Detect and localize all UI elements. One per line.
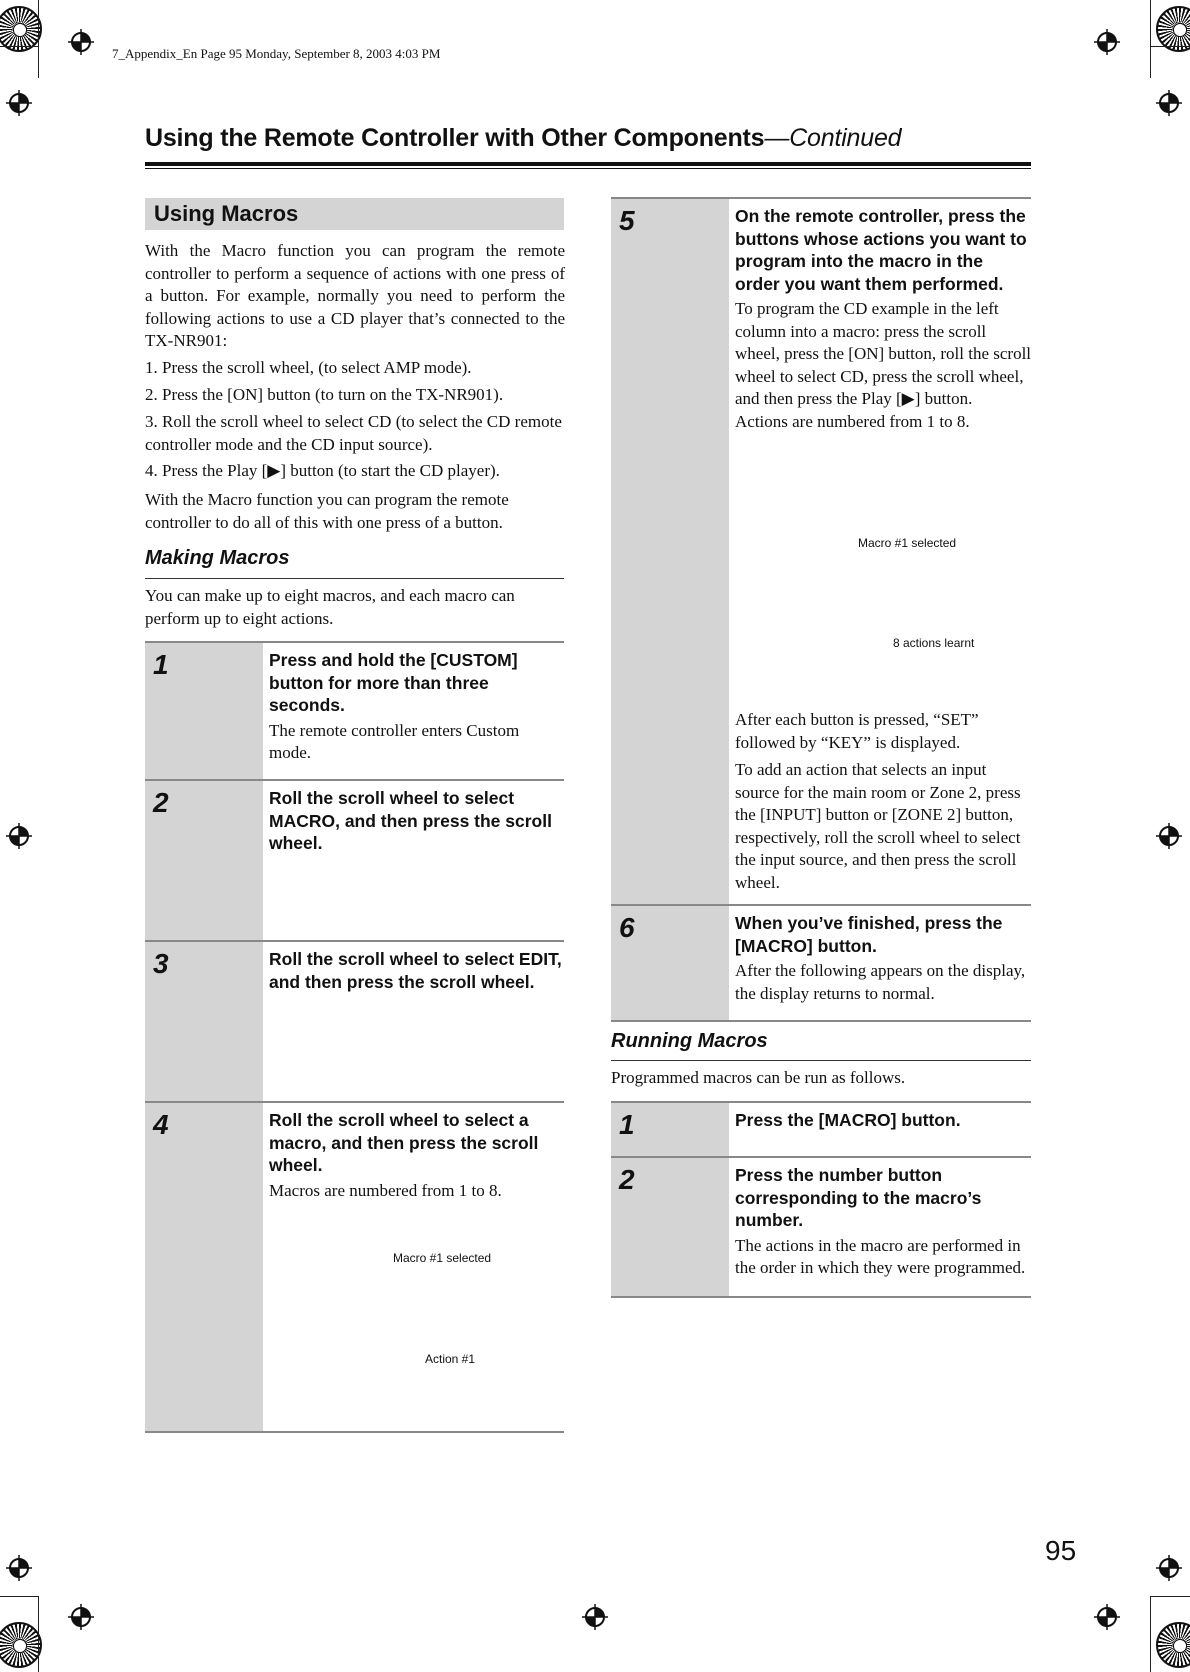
step-title: When you’ve finished, press the [MACRO] button. — [735, 913, 1003, 956]
step-text: After the following appears on the display, the display returns to normal. — [735, 961, 1026, 1003]
step-number: 1 — [611, 1103, 729, 1157]
step-number: 1 — [145, 643, 263, 779]
page-title-text: Using the Remote Controller with Other Components — [145, 124, 765, 152]
step-title: Press the number button corresponding to the macro’s number. — [735, 1165, 982, 1230]
registration-wheel-icon — [0, 1622, 42, 1668]
subheading-rule — [145, 578, 564, 579]
step-4 — [145, 1101, 564, 1433]
run-step-2 — [611, 1156, 1031, 1298]
file-header: 7_Appendix_En Page 95 Monday, September 8, 2003 4:03 PM — [112, 46, 441, 61]
using-macros-outro: With the Macro function you can program the remote controller to do all of this with one press of a button. — [145, 490, 509, 532]
display-caption: Macro #1 selected — [393, 1251, 492, 1265]
registration-target-icon — [6, 823, 32, 849]
list-item: 2. Press the [ON] button (to turn on the TX-NR901). — [145, 385, 504, 404]
subheading-running-macros: Running Macros — [611, 1030, 768, 1052]
title-rule — [145, 162, 1031, 166]
list-item: 1. Press the scroll wheel, (to select AMP mode). — [145, 358, 472, 377]
registration-target-icon — [1094, 1604, 1120, 1630]
display-caption: 8 actions learnt — [893, 636, 975, 650]
registration-target-icon — [1156, 1555, 1182, 1581]
registration-wheel-icon — [1156, 1622, 1190, 1668]
step-6 — [611, 904, 1031, 1022]
step-3 — [145, 940, 564, 1102]
step-number: 3 — [145, 942, 263, 1102]
registration-target-icon — [582, 1604, 608, 1630]
step-number: 5 — [611, 199, 729, 904]
registration-target-icon — [6, 1555, 32, 1581]
display-caption: Action #1 — [425, 1352, 476, 1366]
step-text: The actions in the macro are performed in the order in which they were programmed. — [735, 1235, 1026, 1277]
using-macros-intro: With the Macro function you can program the remote controller to perform a sequence of actions with one press of a button. For example, normally you need to perform the following actions to use a CD player that’s connected to the TX-NR901: — [145, 241, 565, 350]
step-text: To program the CD example in the left column into a macro: press the scroll wheel, press the [ON] button, roll the scroll wheel to select CD, press the scroll wheel, and then press the Play [▶] button. — [735, 299, 1032, 408]
subheading-rule — [611, 1060, 1031, 1061]
section-heading-using-macros: Using Macros — [145, 198, 564, 230]
registration-target-icon — [1156, 90, 1182, 116]
registration-target-icon — [68, 29, 94, 55]
title-rule-thin — [145, 168, 1031, 169]
list-item: 4. Press the Play [▶] button (to start the CD player). — [145, 461, 500, 480]
step-title: Press and hold the [CUSTOM] button for more than three seconds. — [269, 650, 518, 715]
step-5 — [611, 197, 1031, 904]
step-text: The remote controller enters Custom mode. — [269, 720, 520, 762]
run-step-1 — [611, 1101, 1031, 1157]
step-number: 4 — [145, 1103, 263, 1431]
page-title — [145, 124, 901, 153]
step-text: Macros are numbered from 1 to 8. — [269, 1180, 502, 1200]
step-number: 2 — [145, 781, 263, 941]
registration-target-icon — [1094, 29, 1120, 55]
running-macros-intro: Programmed macros can be run as follows. — [611, 1068, 906, 1087]
step-title: Roll the scroll wheel to select MACRO, and then press the scroll wheel. — [269, 788, 552, 853]
step-number: 2 — [611, 1158, 729, 1296]
subheading-making-macros: Making Macros — [145, 547, 290, 569]
step-title: Roll the scroll wheel to select EDIT, and then press the scroll wheel. — [269, 949, 562, 992]
step-title: On the remote controller, press the buttons whose actions you want to program into the macro in the order you want them performed. — [735, 206, 1027, 294]
list-item: 3. Roll the scroll wheel to select CD (to select the CD remote controller mode and the CD input source). — [145, 412, 562, 454]
step-text: After each button is pressed, “SET” followed by “KEY” is displayed. — [735, 710, 979, 752]
step-text: Actions are numbered from 1 to 8. — [735, 411, 970, 431]
step-2 — [145, 779, 564, 941]
step-title: Roll the scroll wheel to select a macro, and then press the scroll wheel. — [269, 1110, 539, 1175]
step-text: To add an action that selects an input source for the main room or Zone 2, press the [INPUT] button or [ZONE 2] button, respectively, roll the scroll wheel to select the input source, and then press the scroll wheel. — [735, 760, 1021, 892]
page-title-suffix: —Continued — [764, 124, 902, 152]
making-macros-intro: You can make up to eight macros, and each macro can perform up to eight actions. — [145, 586, 515, 628]
step-number: 6 — [611, 906, 729, 1020]
step-title: Press the [MACRO] button. — [735, 1110, 961, 1130]
display-caption: Macro #1 selected — [858, 536, 957, 550]
page-number: 95 — [1045, 1535, 1077, 1566]
registration-target-icon — [6, 90, 32, 116]
step-1 — [145, 641, 564, 779]
registration-target-icon — [68, 1604, 94, 1630]
registration-target-icon — [1156, 823, 1182, 849]
